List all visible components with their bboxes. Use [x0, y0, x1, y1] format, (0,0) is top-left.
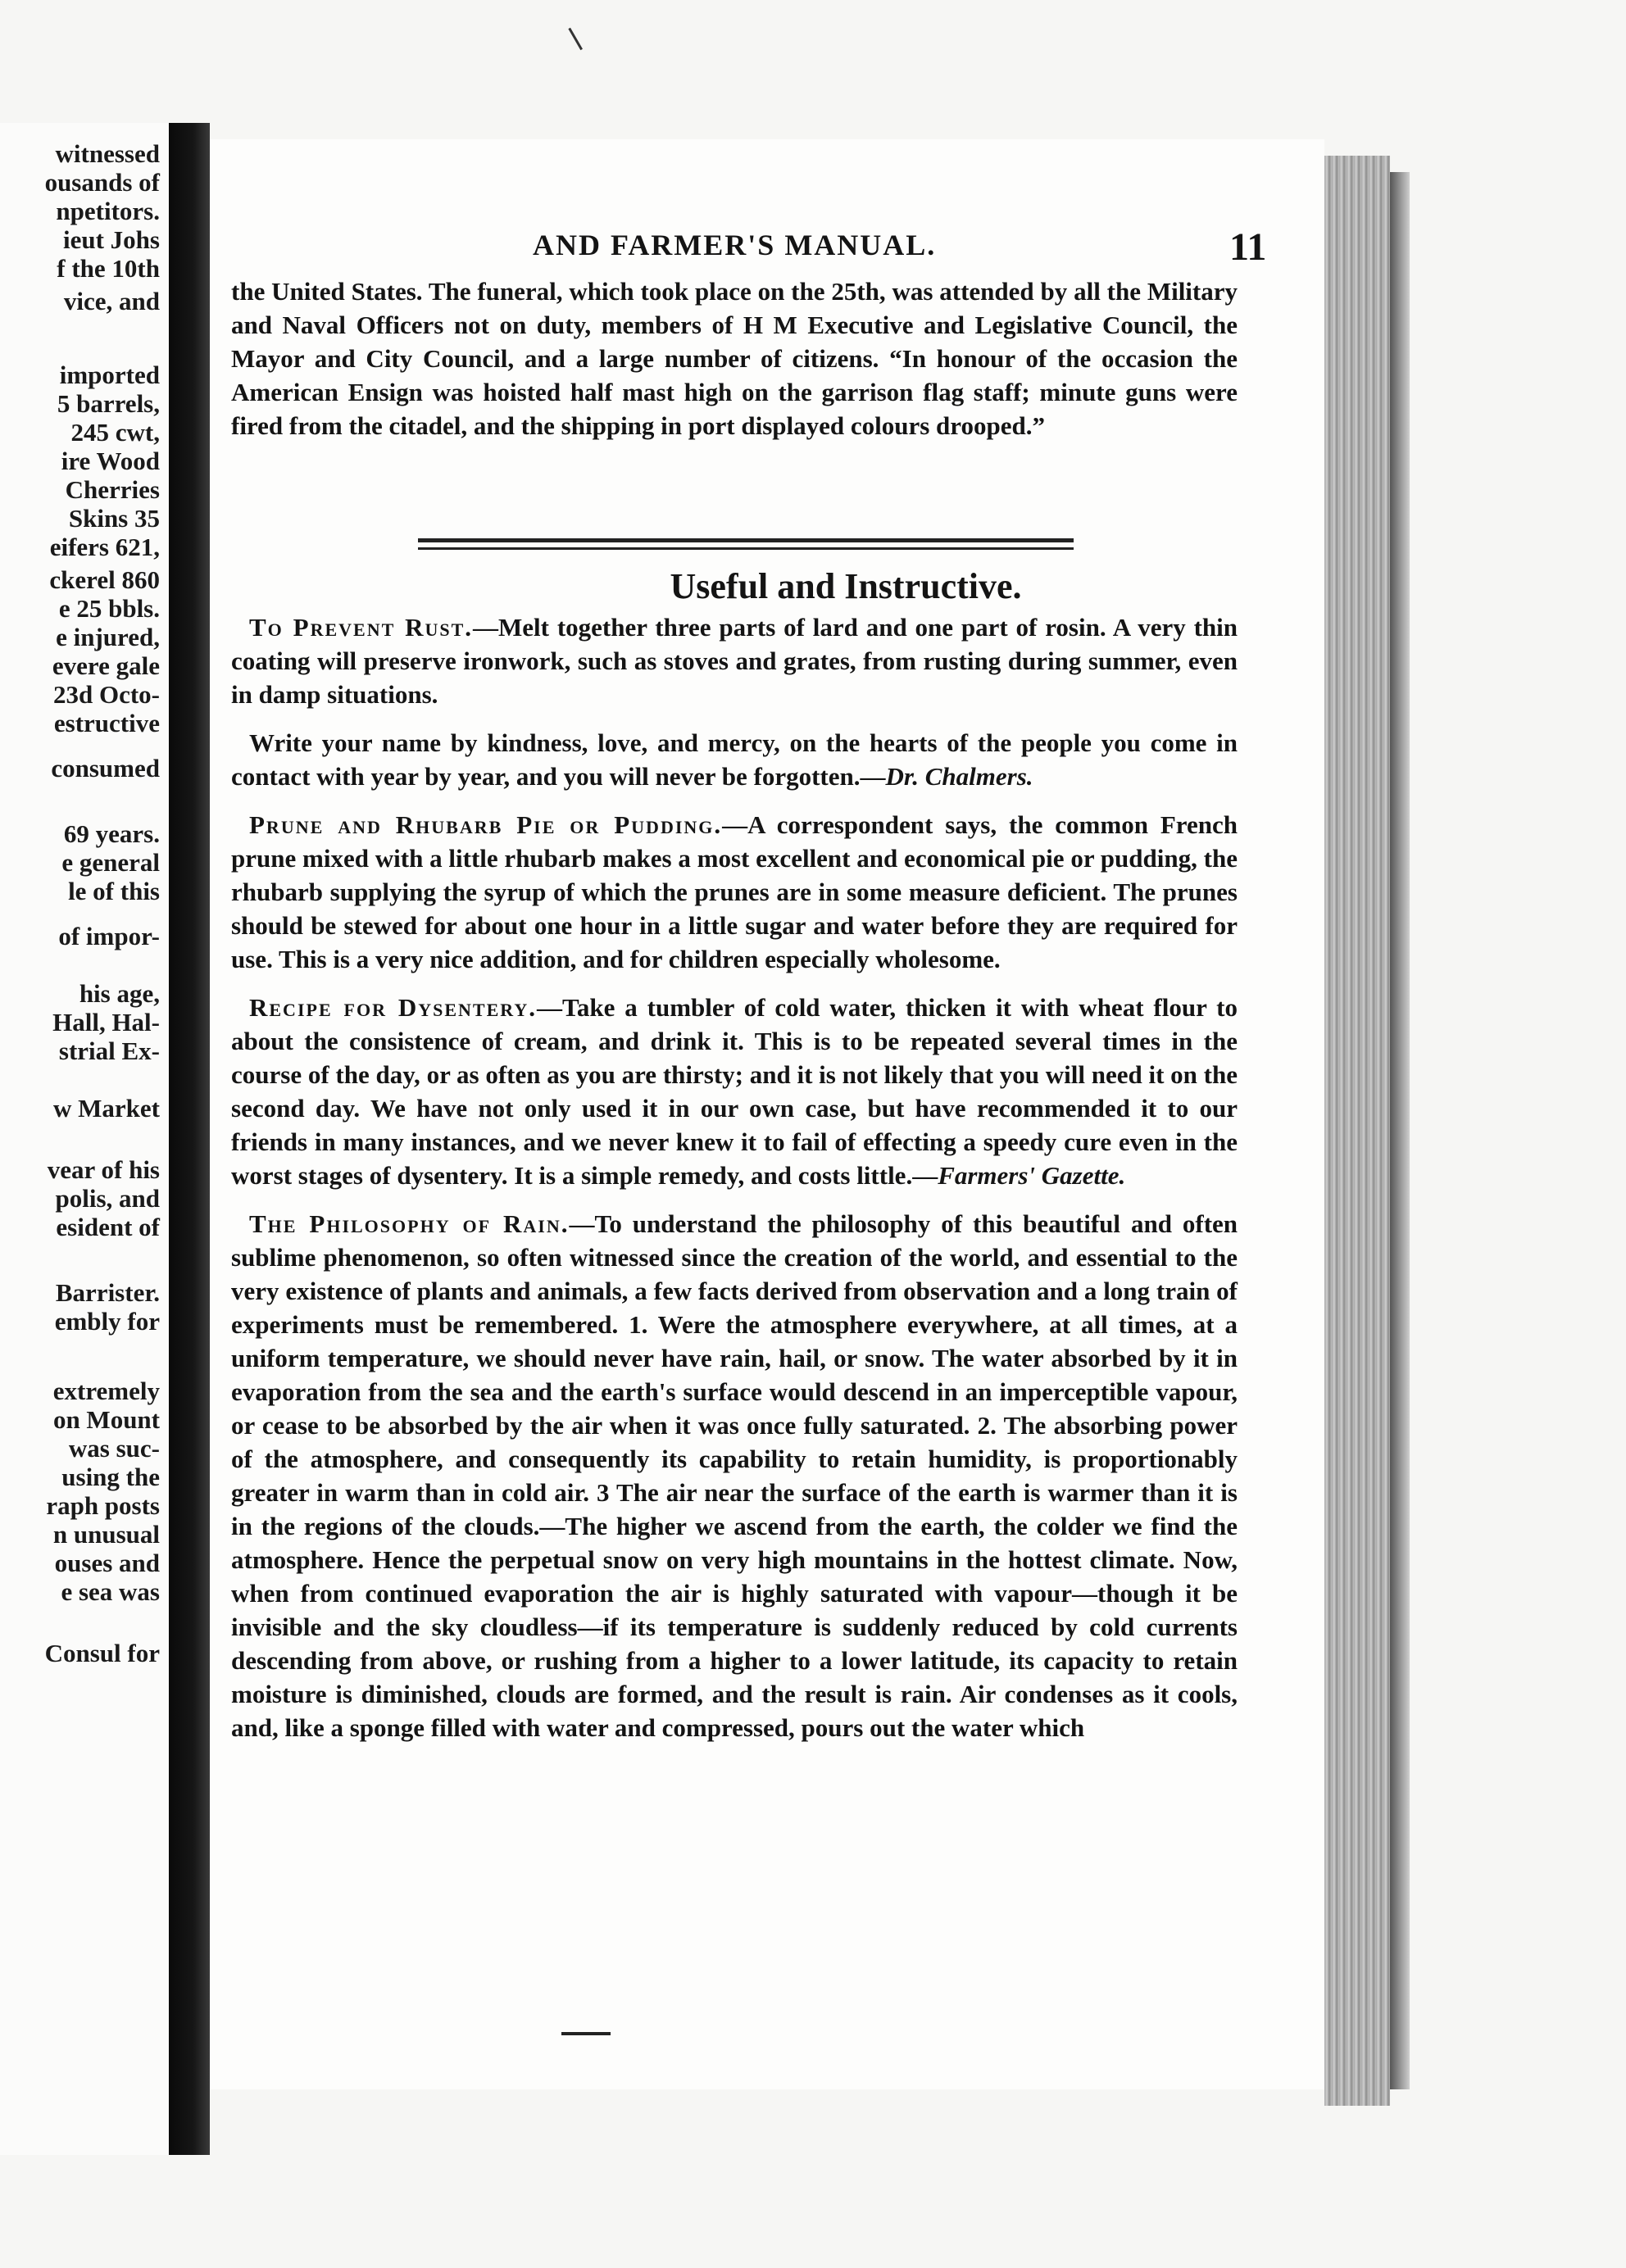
left-page-line: esident of — [56, 1213, 160, 1241]
article-body: Write your name by kindness, love, and mercy, on the hearts of the people you come in contact with year by year, and you will never be forgotten.— — [231, 728, 1238, 791]
left-page-fragment — [0, 123, 168, 2155]
left-page-line: evere gale — [52, 651, 160, 680]
article-kindness-quote — [231, 726, 1238, 793]
left-page-line: consumed — [51, 754, 160, 782]
left-page-line: Cherries — [65, 475, 160, 504]
left-page-line: strial Ex- — [58, 1036, 160, 1065]
left-page-line: f the 10th — [57, 254, 160, 283]
left-page-line: was suc- — [68, 1434, 160, 1463]
left-page-line: polis, and — [55, 1184, 160, 1213]
article-body: —A correspondent says, the common French prune mixed with a little rhubarb makes a most excellent and economical pie or pudding, the rhubarb supplying the syrup of which the prunes are in some measure deficient. The prunes should be stewed for about one hour in a little sugar and water before they are required for use. This is a very nice addition, and for children especially wholesome. — [231, 810, 1238, 973]
articles-column — [231, 610, 1238, 1759]
book-gutter — [169, 123, 210, 2155]
left-page-line: extremely — [52, 1377, 160, 1405]
continued-paragraph-text: the United States. The funeral, which took place on the 25th, was attended by all the Military and Naval Officers not on duty, members of H M Executive and Legislative Council, the Mayor and City Council, and a large number of citizens. “In honour of the occasion the American Ensign was hoisted half mast high on the garrison flag staff; minute guns were fired from the citadel, and the shipping in port displayed colours drooped.” — [231, 277, 1238, 440]
left-page-line: ouses and — [54, 1549, 160, 1577]
left-page-line: 5 barrels, — [57, 389, 160, 418]
left-page-line: using the — [61, 1463, 160, 1491]
left-page-line: 245 cwt, — [70, 418, 160, 447]
article-title: Recipe for Dysentery. — [249, 993, 538, 1022]
article-title: To Prevent Rust. — [249, 613, 474, 642]
left-page-line: on Mount — [52, 1405, 160, 1434]
left-page-line: ckerel 860 — [49, 565, 160, 594]
left-page-line: le of this — [68, 877, 160, 905]
left-page-line: 69 years. — [63, 819, 160, 848]
article-body: —To understand the philosophy of this beautiful and often sublime phenomenon, so often witnessed since the creation of the world, and essential to the very existence of plants and animals, a few facts derived from observation and a long train of experiments must be remembered. 1. Were the atmosphere everywhere, at all times, at a uniform temperature, we should never have rain, hail, or snow. The water absorbed by it in evaporation from the sea and the earth's surface would descend in an imperceptible vapour, or cease to be absorbed by the air when it was once fully saturated. 2. The absorbing power of the atmosphere, and consequently its capability to retain humidity, is proportionably greater in warm than in cold air. 3 The air near the surface of the earth is warmer than it is in the regions of the clouds.—The higher we ascend from the earth, the colder we find the atmosphere. Hence the perpetual snow on very high mountains in the hottest climate. Now, when from continued evaporation the air is highly saturated with vapour—though it be invisible and the sky cloudless—if its temperature is suddenly reduced by cold currents descending from above, or rushing from a higher to a lower latitude, its capacity to retain moisture is diminished, clouds are formed, and the result is rain. Air condenses as it cools, and, like a sponge filled with water and compressed, pours out the water which — [231, 1209, 1238, 1742]
page-edge-shadow — [1390, 172, 1410, 2089]
left-page-line: e 25 bbls. — [58, 594, 160, 623]
left-page-line: vice, and — [63, 287, 160, 315]
continued-paragraph — [231, 274, 1238, 442]
article-title: The Philosophy of Rain. — [249, 1209, 570, 1238]
left-page-line: imported — [59, 361, 160, 389]
left-page-line: Hall, Hal- — [52, 1008, 160, 1036]
left-page-line: vear of his — [47, 1155, 160, 1184]
article-attribution: Dr. Chalmers. — [885, 762, 1033, 791]
left-page-line: estructive — [53, 709, 160, 737]
left-page-line: of impor- — [58, 922, 160, 950]
left-page-line: his age, — [79, 979, 160, 1008]
left-page-line: e sea was — [61, 1577, 160, 1606]
left-page-line: 23d Octo- — [52, 680, 160, 709]
left-page-line: e injured, — [56, 623, 160, 651]
left-page-line: Barrister. — [55, 1278, 160, 1307]
article-philosophy-rain — [231, 1207, 1238, 1744]
left-page-line: ieut Johs — [63, 225, 160, 254]
page-number: 11 — [1229, 225, 1267, 269]
left-page-line: eifers 621, — [49, 533, 160, 561]
article-prune-rhubarb — [231, 808, 1238, 976]
left-page-line: n unusual — [52, 1520, 160, 1549]
article-prevent-rust — [231, 610, 1238, 711]
catchword-dash — [561, 2032, 611, 2035]
running-header: AND FARMER'S MANUAL. — [533, 229, 937, 261]
left-page-line: npetitors. — [56, 197, 160, 225]
left-page-line: ousands of — [44, 168, 160, 197]
page-edges — [1324, 156, 1390, 2106]
section-heading: Useful and Instructive. — [670, 566, 1022, 606]
article-body: —Melt together three parts of lard and one part of rosin. A very thin coating will preserve ironwork, such as stoves and grates, from rusting during summer, even in damp situations. — [231, 613, 1238, 709]
article-dysentery — [231, 991, 1238, 1192]
left-page-line: e general — [61, 848, 160, 877]
left-page-line: Skins 35 — [68, 504, 160, 533]
left-page-line: Consul for — [44, 1639, 160, 1667]
left-page-line: witnessed — [55, 139, 160, 168]
section-divider-rule — [418, 538, 1074, 550]
left-page-line: raph posts — [46, 1491, 160, 1520]
left-page-line: embly for — [54, 1307, 160, 1336]
left-page-line: w Market — [53, 1094, 160, 1123]
article-body: —Take a tumbler of cold water, thicken it with wheat flour to about the consistence of cream, and drink it. This is to be repeated several times in the course of the day, or as often as you are thirsty; and it is not likely that you will need it on the second day. We have not only used it in our own case, but have recommended it to our friends in many instances, and we never knew it to fail of effecting a speedy cure even in the worst stages of dysentery. It is a simple remedy, and costs little.— — [231, 993, 1238, 1190]
article-attribution: Farmers' Gazette. — [938, 1161, 1126, 1190]
article-title: Prune and Rhubarb Pie or Pudding. — [249, 810, 723, 839]
left-page-line: ire Wood — [61, 447, 160, 475]
